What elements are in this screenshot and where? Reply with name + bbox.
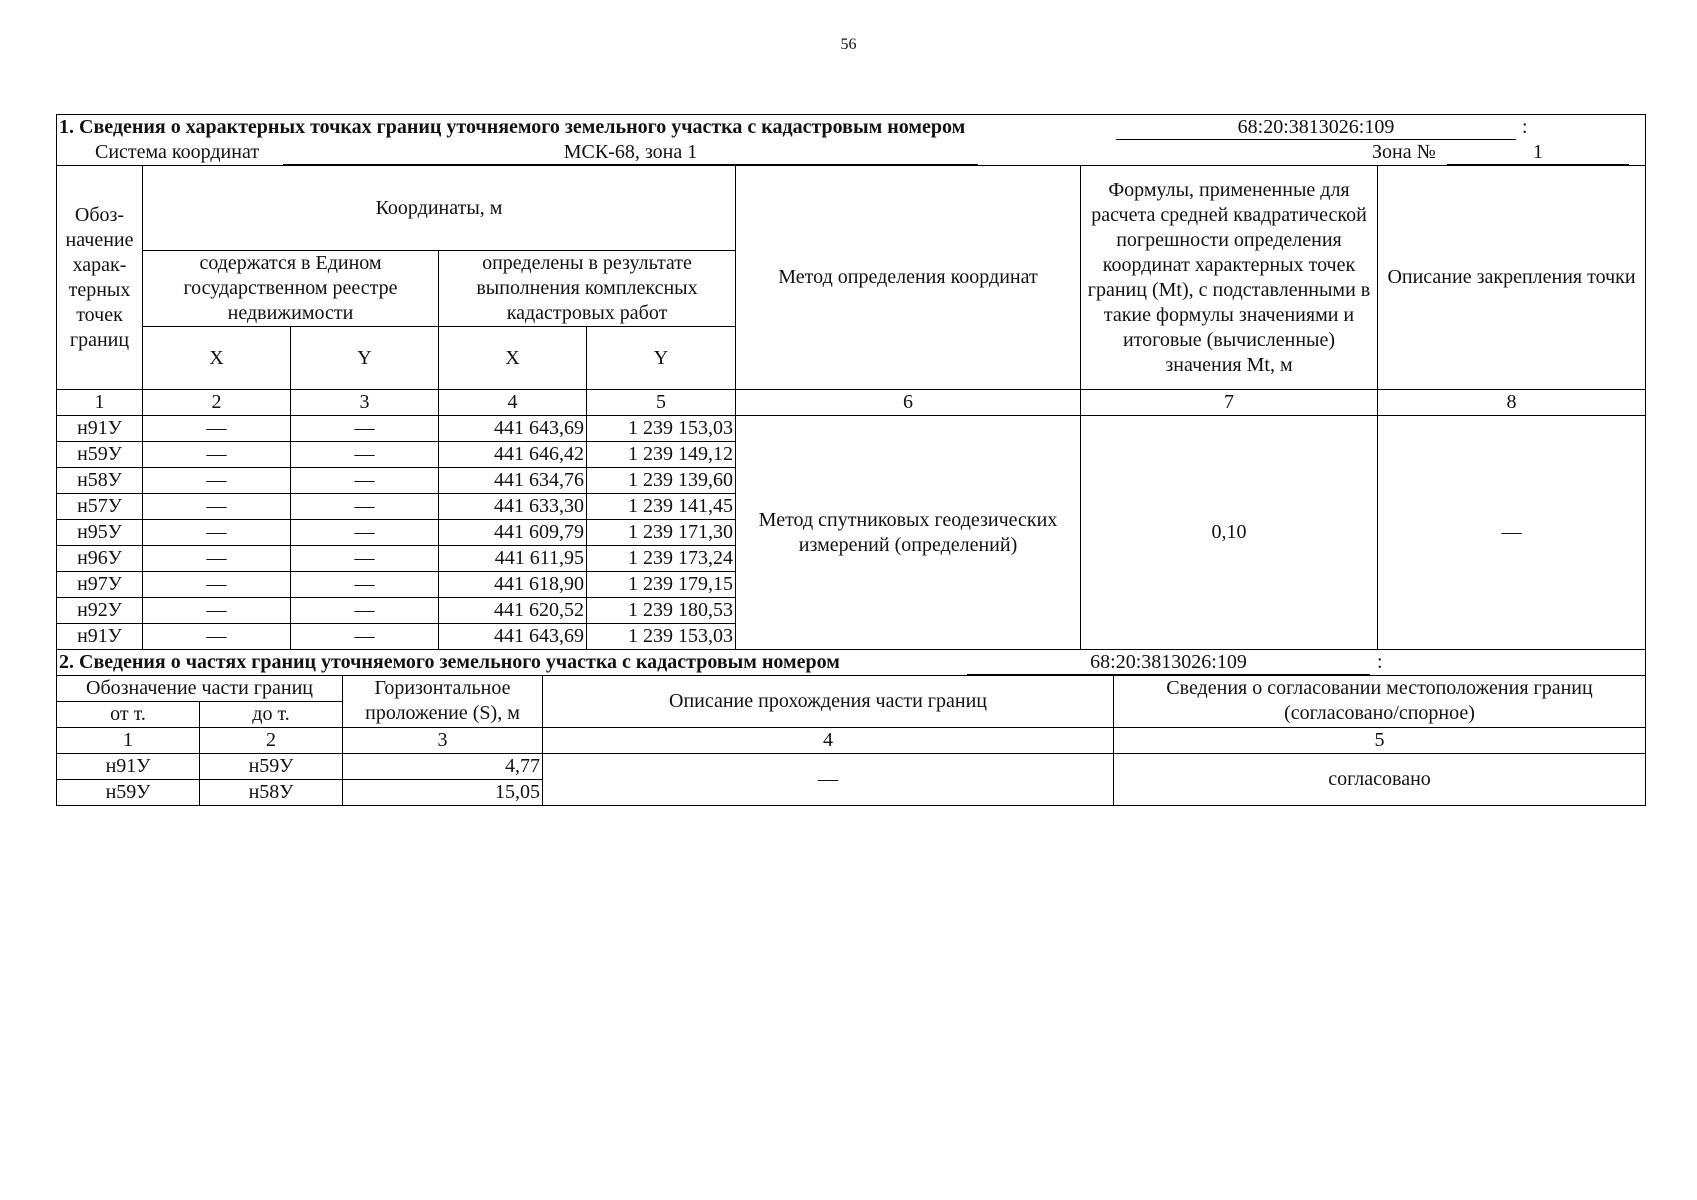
header-y1: Y (291, 327, 439, 390)
egrn-y: — (291, 598, 439, 624)
complex-x: 441 611,95 (439, 546, 587, 572)
agreement-value: согласовано (1114, 753, 1646, 805)
egrn-x: — (143, 546, 291, 572)
part-length: 4,77 (343, 753, 543, 779)
point-name: н57У (57, 494, 143, 520)
section1-cadastral-number: 68:20:3813026:109 (1116, 115, 1516, 140)
egrn-y: — (291, 416, 439, 442)
section1-colon: : (1522, 116, 1528, 138)
egrn-y: — (291, 624, 439, 650)
section2-cadastral-number: 68:20:3813026:109 (967, 650, 1370, 675)
part-length: 15,05 (343, 779, 543, 805)
complex-x: 441 620,52 (439, 598, 587, 624)
complex-y: 1 239 141,45 (587, 494, 736, 520)
complex-x: 441 643,69 (439, 416, 587, 442)
egrn-y: — (291, 520, 439, 546)
part-from: н59У (57, 779, 200, 805)
col-number: 1 (57, 390, 143, 416)
complex-y: 1 239 179,15 (587, 572, 736, 598)
section1-title-row (57, 115, 1646, 141)
header-from: от т. (57, 701, 200, 727)
egrn-x: — (143, 494, 291, 520)
egrn-y: — (291, 546, 439, 572)
point-name: н91У (57, 416, 143, 442)
col-number: 5 (587, 390, 736, 416)
col-number: 6 (736, 390, 1081, 416)
zone-value: 1 (1447, 140, 1629, 165)
col-number: 3 (291, 390, 439, 416)
coord-system-row (57, 140, 1646, 166)
complex-y: 1 239 171,30 (587, 520, 736, 546)
egrn-y: — (291, 468, 439, 494)
header-coordinates: Координаты, м (143, 166, 736, 251)
egrn-x: — (143, 468, 291, 494)
description-value: — (543, 753, 1114, 805)
header-x1: X (143, 327, 291, 390)
section2-title-row (57, 649, 1646, 675)
header-method: Метод определения координат (736, 166, 1081, 390)
complex-y: 1 239 180,53 (587, 598, 736, 624)
table-row (57, 416, 1646, 442)
section1-title: 1. Сведения о характерных точках границ уточняемого земельного участка с кадастровым номером (59, 116, 966, 138)
col-number: 2 (143, 390, 291, 416)
complex-x: 441 633,30 (439, 494, 587, 520)
header-complex: определены в результате выполнения комплексных кадастровых работ (439, 251, 736, 327)
complex-x: 441 618,90 (439, 572, 587, 598)
col-number: 7 (1081, 390, 1378, 416)
part-to: н59У (200, 753, 343, 779)
complex-x: 441 609,79 (439, 520, 587, 546)
egrn-x: — (143, 572, 291, 598)
header-horizontal: Горизонтальное проложение (S), м (343, 675, 543, 727)
coord-system-label: Система координат (95, 141, 260, 163)
complex-x: 441 634,76 (439, 468, 587, 494)
col-number: 4 (543, 727, 1114, 753)
col-number: 1 (57, 727, 200, 753)
point-name: н96У (57, 546, 143, 572)
point-name: н97У (57, 572, 143, 598)
table-row (57, 753, 1646, 779)
header-egrn: содержатся в Едином государственном реестре недвижимости (143, 251, 439, 327)
fixing-value: — (1378, 416, 1646, 650)
complex-x: 441 646,42 (439, 442, 587, 468)
header-y2: Y (587, 327, 736, 390)
complex-x: 441 643,69 (439, 624, 587, 650)
col-number: 5 (1114, 727, 1646, 753)
zone-label: Зона № (1372, 141, 1436, 163)
complex-y: 1 239 153,03 (587, 416, 736, 442)
egrn-y: — (291, 572, 439, 598)
method-value: Метод спутниковых геодезических измерений (определений) (736, 416, 1081, 650)
egrn-x: — (143, 598, 291, 624)
part-to: н58У (200, 779, 343, 805)
col-number: 3 (343, 727, 543, 753)
complex-y: 1 239 153,03 (587, 624, 736, 650)
header-part-designation: Обозначение части границ (57, 675, 343, 701)
point-name: н59У (57, 442, 143, 468)
egrn-y: — (291, 442, 439, 468)
complex-y: 1 239 139,60 (587, 468, 736, 494)
complex-y: 1 239 173,24 (587, 546, 736, 572)
section2-title: 2. Сведения о частях границ уточняемого земельного участка с кадастровым номером (59, 650, 840, 673)
egrn-x: — (143, 416, 291, 442)
complex-y: 1 239 149,12 (587, 442, 736, 468)
egrn-y: — (291, 494, 439, 520)
header-formulas: Формулы, примененные для расчета средней квадратической погрешности определения координат характерных точек границ (Mt), с подставленными в такие формулы значениями и итоговые (вычисленные) значения Mt, м (1081, 166, 1378, 390)
col-number: 2 (200, 727, 343, 753)
egrn-x: — (143, 442, 291, 468)
header-designation: Обоз- начение харак- терных точек границ (57, 166, 143, 390)
page-number: 56 (840, 36, 857, 53)
points-table (56, 114, 1646, 650)
cadastral-form (56, 114, 1645, 806)
egrn-x: — (143, 624, 291, 650)
col-number: 8 (1378, 390, 1646, 416)
part-from: н91У (57, 753, 200, 779)
header-x2: X (439, 327, 587, 390)
point-name: н91У (57, 624, 143, 650)
col-number: 4 (439, 390, 587, 416)
section2-colon: : (1377, 650, 1383, 673)
coord-system-value: МСК-68, зона 1 (283, 140, 978, 165)
point-name: н95У (57, 520, 143, 546)
header-fixing: Описание закрепления точки (1378, 166, 1646, 390)
parts-table (56, 649, 1646, 806)
header-agreement: Сведения о согласовании местоположения границ (согласовано/спорное) (1114, 675, 1646, 727)
header-to: до т. (200, 701, 343, 727)
point-name: н92У (57, 598, 143, 624)
egrn-x: — (143, 520, 291, 546)
mt-value: 0,10 (1081, 416, 1378, 650)
point-name: н58У (57, 468, 143, 494)
header-description: Описание прохождения части границ (543, 675, 1114, 727)
